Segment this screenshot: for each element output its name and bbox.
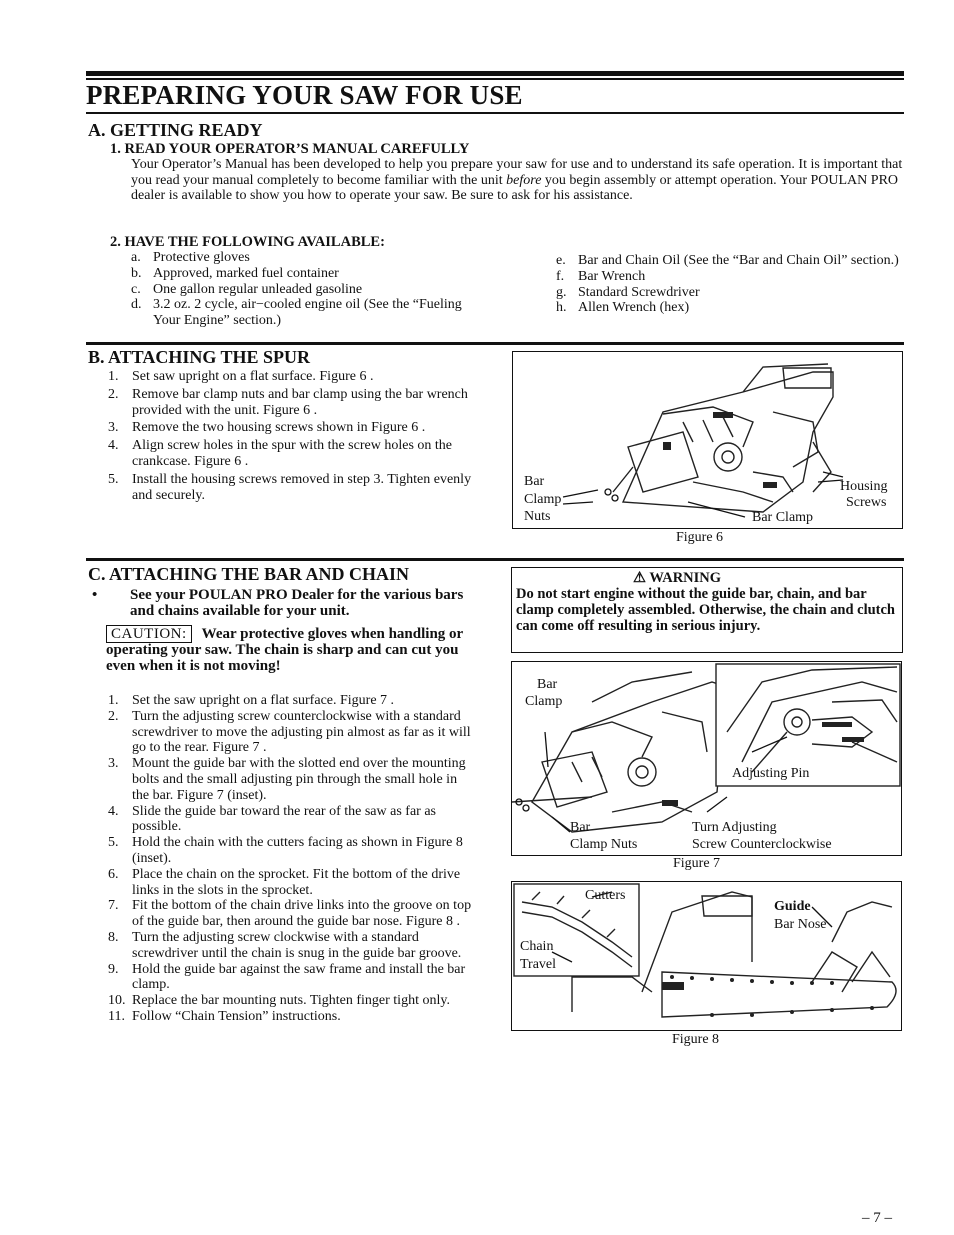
list-item: 3. Remove the two housing screws shown in Figure 6 . — [108, 420, 426, 436]
list-item: 5. Hold the chain with the cutters facing as shown in Figure 8 (inset). — [108, 835, 463, 866]
bullet-dot: • — [92, 587, 98, 603]
fig8-label-chain: Chain — [520, 939, 554, 954]
warning-text: Do not start engine without the guide bar, chain, and bar clamp completely assembled. Otherwise, the chain and clutch can come off resulting in serious injury. — [516, 586, 895, 634]
list-item: h. Allen Wrench (hex) — [556, 300, 690, 316]
section-b-rule — [86, 342, 904, 345]
fig6-label-nuts: Nuts — [524, 509, 551, 524]
fig7-label-clamp-nuts: Clamp Nuts — [570, 837, 638, 852]
figure-7-caption: Figure 7 — [673, 856, 721, 871]
section-c-heading: C. ATTACHING THE BAR AND CHAIN — [88, 564, 410, 584]
figure-6-caption: Figure 6 — [676, 530, 724, 545]
fig8-label-cutters: Cutters — [585, 888, 626, 903]
figure-8 — [511, 881, 902, 1031]
fig8-label-travel: Travel — [520, 957, 557, 972]
supplies-list-right — [556, 253, 906, 316]
dealer-bullet — [92, 587, 478, 619]
section-c-rule — [86, 558, 904, 561]
list-item: 5. Install the housing screws removed in step 3. Tighten evenly and securely. — [108, 471, 472, 503]
item1-text-pre: Your Operator’s Manual has been developed to help you prepare your saw for use and to understand its safe operation. It is important that you read your manual completely to become familiar with the unit — [131, 157, 903, 188]
caution-text: Wear protective gloves when handling or operating your saw. The chain is sharp and can cut you even when it is not moving! — [106, 626, 463, 674]
section-b-steps — [108, 369, 476, 503]
list-item: b. Approved, marked fuel container — [131, 265, 339, 281]
fig7-label-bar: Bar — [537, 677, 558, 692]
fig8-label-guide: Guide — [774, 899, 811, 914]
list-item: d. 3.2 oz. 2 cycle, air−cooled engine oil (See the “Fueling Your Engine” section.) — [131, 297, 462, 329]
list-item: 6. Place the chain on the sprocket. Fit the bottom of the drive links in the slots in the sprocket. — [108, 866, 461, 898]
warning-title: ⚠ WARNING — [632, 570, 722, 586]
list-item: e. Bar and Chain Oil (See the “Bar and Chain Oil” section.) — [556, 253, 899, 268]
dealer-bullet-text: See your POULAN PRO Dealer for the various bars and chains available for your unit. — [130, 587, 464, 619]
fig6-label-clamp: Clamp — [524, 492, 562, 507]
list-item: 2. Remove bar clamp nuts and bar clamp using the bar wrench provided with the unit. Figure 6 . — [108, 386, 468, 418]
list-item: 4. Slide the guide bar toward the rear of the saw as far as possible. — [108, 803, 436, 835]
section-b-heading: B. ATTACHING THE SPUR — [88, 347, 311, 367]
list-item: c. One gallon regular unleaded gasoline — [131, 281, 363, 297]
figure-7 — [511, 661, 902, 856]
fig7-label-adjusting-pin: Adjusting Pin — [732, 766, 810, 781]
title-underline — [86, 112, 904, 114]
page-title: PREPARING YOUR SAW FOR USE — [86, 80, 523, 110]
item1-text-post: you begin assembly or attempt operation. Your POULAN PRO dealer is available to show you how to operate your saw. Be sure to ask for his assistance. — [131, 172, 899, 204]
list-item: 4. Align screw holes in the spur with the screw holes on the crankcase. Figure 6 . — [108, 438, 452, 469]
list-item: 9. Hold the guide bar against the saw frame and install the bar clamp. — [108, 961, 466, 993]
fig8-label-bar-nose: Bar Nose — [774, 917, 827, 932]
caution-block — [106, 626, 476, 674]
caution-label: CAUTION: — [106, 625, 192, 643]
fig6-label-housing: Housing — [840, 479, 888, 494]
list-item: a. Protective gloves — [131, 250, 250, 265]
list-item: 1. Set saw upright on a flat surface. Figure 6 . — [108, 369, 374, 384]
fig6-label-bar-clamp: Bar Clamp — [752, 510, 814, 525]
figure-8-drawing — [512, 882, 903, 1032]
top-rule-thick — [86, 71, 904, 76]
list-item: f. Bar Wrench — [556, 268, 646, 284]
warning-box — [511, 567, 903, 653]
fig7-label-bar-2: Bar — [570, 820, 591, 835]
list-item: 2. Turn the adjusting screw counterclockwise with a standard screwdriver to move the adjusting pin almost as far as it will go to the rear. Figure 7 . — [108, 708, 471, 756]
list-item: 11. Follow “Chain Tension” instructions. — [108, 1008, 341, 1024]
section-a-item2-heading: 2. HAVE THE FOLLOWING AVAILABLE: — [110, 234, 385, 250]
section-c-steps — [108, 693, 476, 1025]
supplies-list-left — [131, 250, 481, 329]
list-item: g. Standard Screwdriver — [556, 284, 700, 300]
list-item: 8. Turn the adjusting screw clockwise with a standard screwdriver until the chain is snug in the guide bar groove. — [108, 929, 462, 961]
section-a-item1-heading: 1. READ YOUR OPERATOR’S MANUAL CAREFULLY — [110, 141, 470, 157]
item1-text-emphasis: before — [506, 172, 542, 188]
fig7-label-turn-adjusting: Turn Adjusting — [692, 820, 777, 835]
section-a-item1-text — [131, 157, 906, 204]
figure-8-caption: Figure 8 — [672, 1032, 720, 1047]
list-item: 3. Mount the guide bar with the slotted end over the mounting bolts and the small adjusting pin through the small hole in the bar. Figure 7 (inset). — [108, 756, 466, 803]
figure-6 — [512, 351, 903, 529]
fig7-label-screw-ccw: Screw Counterclockwise — [692, 837, 832, 852]
list-item: 7. Fit the bottom of the chain drive links into the groove on top of the guide bar, then around the guide bar nose. Figure 8 . — [108, 898, 472, 930]
fig6-label-bar: Bar — [524, 474, 545, 489]
fig7-label-clamp: Clamp — [525, 694, 563, 709]
page-number: – 7 – — [862, 1210, 892, 1226]
section-a-heading: A. GETTING READY — [88, 120, 263, 140]
list-item: 1. Set the saw upright on a flat surface. Figure 7 . — [108, 693, 395, 708]
list-item: 10. Replace the bar mounting nuts. Tighten finger tight only. — [108, 993, 450, 1009]
fig6-label-screws: Screws — [846, 495, 887, 510]
